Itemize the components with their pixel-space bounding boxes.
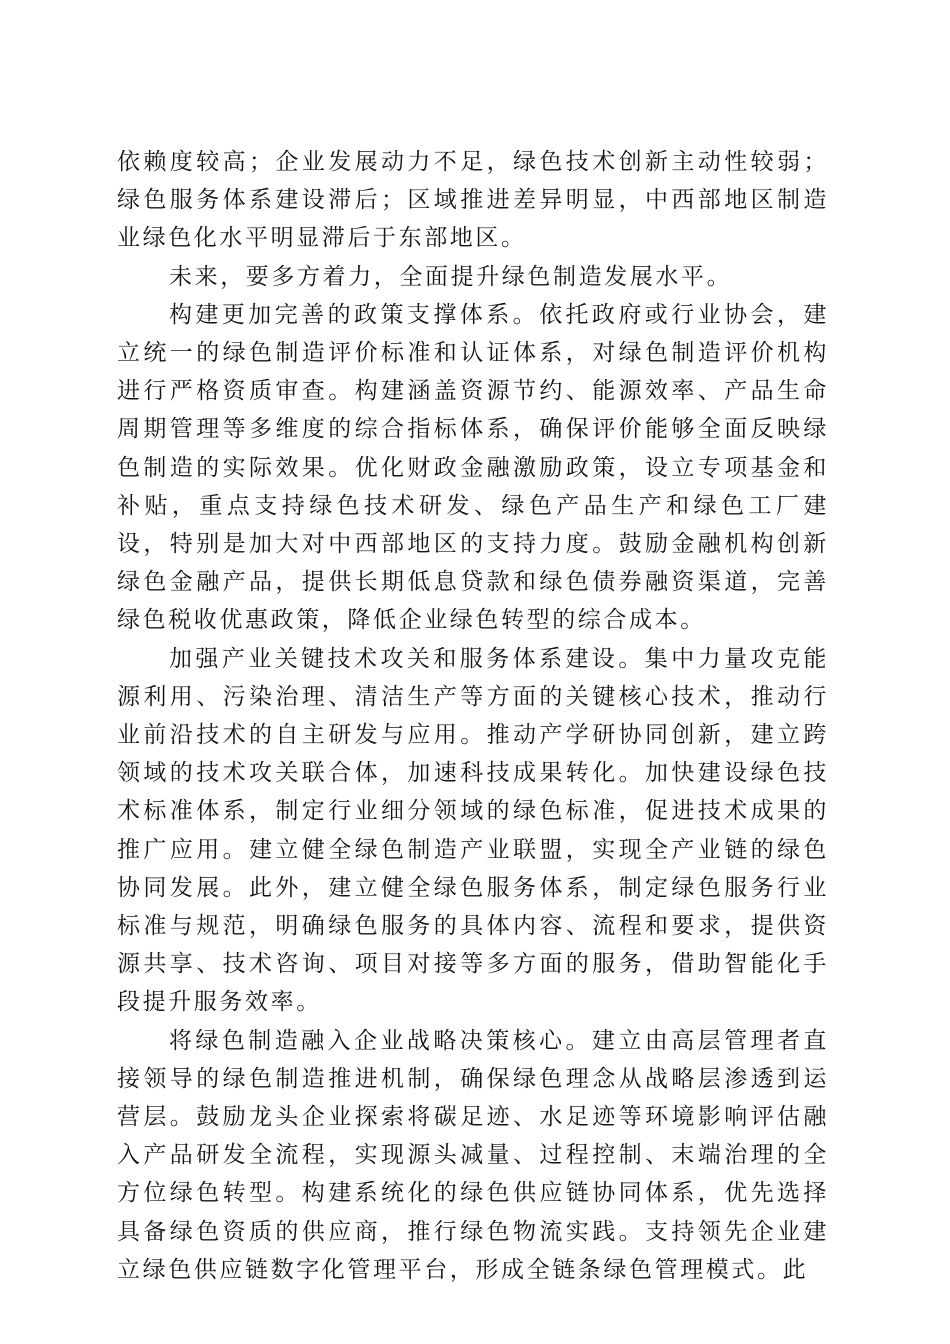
document-page: [117, 143, 829, 1289]
paragraph-intro: 未来，要多方着力，全面提升绿色制造发展水平。: [169, 263, 733, 290]
paragraph-continued: 依赖度较高；企业发展动力不足，绿色技术创新主动性较弱；绿色服务体系建设滞后；区域推进差异明显，中西部地区制造业绿色化水平明显滞后于东部地区。: [117, 149, 829, 252]
paragraph-policy-support: 构建更加完善的政策支撑体系。依托政府或行业协会，建立统一的绿色制造评价标准和认证体系，对绿色制造评价机构进行严格资质审查。构建涵盖资源节约、能源效率、产品生命周期管理等多维度的综合指标体系，确保评价能够全面反映绿色制造的实际效果。优化财政金融激励政策，设立专项基金和补贴，重点支持绿色技术研发、绿色产品生产和绿色工厂建设，特别是加大对中西部地区的支持力度。鼓励金融机构创新绿色金融产品，提供长期低息贷款和绿色债券融资渠道，完善绿色税收优惠政策，降低企业绿色转型的综合成本。: [117, 301, 829, 634]
paragraph-enterprise-strategy: 将绿色制造融入企业战略决策核心。建立由高层管理者直接领导的绿色制造推进机制，确保绿色理念从战略层渗透到运营层。鼓励龙头企业探索将碳足迹、水足迹等环境影响评估融入产品研发全流程，实现源头减量、过程控制、末端治理的全方位绿色转型。构建系统化的绿色供应链协同体系，优先选择具备绿色资质的供应商，推行绿色物流实践。支持领先企业建立绿色供应链数字化管理平台，形成全链条绿色管理模式。此: [117, 1027, 829, 1283]
paragraph-key-technology: 加强产业关键技术攻关和服务体系建设。集中力量攻克能源利用、污染治理、清洁生产等方面的关键核心技术，推动行业前沿技术的自主研发与应用。推动产学研协同创新，建立跨领域的技术攻关联合体，加速科技成果转化。加快建设绿色技术标准体系，制定行业细分领域的绿色标准，促进技术成果的推广应用。建立健全绿色制造产业联盟，实现全产业链的绿色协同发展。此外，建立健全绿色服务体系，制定绿色服务行业标准与规范，明确绿色服务的具体内容、流程和要求，提供资源共享、技术咨询、项目对接等多方面的服务，借助智能化手段提升服务效率。: [117, 645, 829, 1016]
